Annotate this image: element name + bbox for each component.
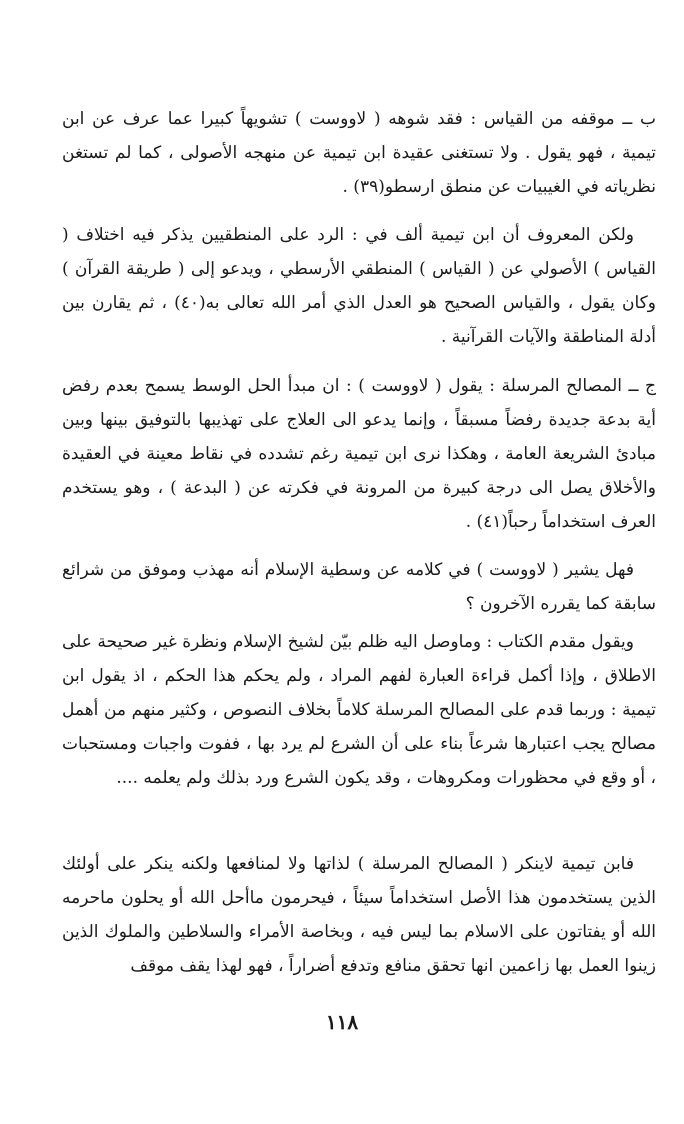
paragraph-ibn-taymiyya-position (62, 847, 656, 983)
paragraph-text: ج ــ المصالح المرسلة : يقول ( لاووست ) : ان مبدأ الحل الوسط يسمح بعدم رفض أية بدعة جديدة رفضاً مسبقاً ، وإنما يدعو الى العلاج على تهذيبها بالتوفيق بينها وبين مبادئ الشريعة العامة ، وهكذا نرى ابن تيمية رغم تشدده في نقاط معينة في العقيدة والأخلاق يصل الى درجة كبيرة من المرونة في فكرته عن ( البدعة ) ، وهو يستخدم العرف استخداماً رحباً(٤١) . (62, 376, 656, 532)
paragraph-book-introducer (62, 625, 656, 795)
paragraph-text: ب ــ موقفه من القياس : فقد شوهه ( لاووست ) تشويهاً كبيرا عما عرف عن ابن تيمية ، فهو يقول . ولا تستغنى عقيدة ابن تيمية عن منهجه الأصولى ، كما لم تستغن نظرياته في الغيبيات عن منطق ارسطو(٣٩) . (62, 109, 656, 197)
paragraph-text: ولكن المعروف أن ابن تيمية ألف في : الرد على المنطقيين يذكر فيه اختلاف ( القياس ) الأصولي عن ( القياس ) المنطقي الأرسطي ، ويدعو إلى ( طريقة القرآن ) وكان يقول ، والقياس الصحيح هو العدل الذي أمر الله تعالى به(٤٠) ، ثم يقارن بين أدلة المناطقة والآيات القرآنية . (62, 225, 656, 347)
paragraph-refutation-logicians (62, 218, 656, 354)
paragraph-text: فهل يشير ( لاووست ) في كلامه عن وسطية الإسلام أنه مهذب وموفق من شرائع سابقة كما يقرره الآخرون ؟ (62, 560, 656, 614)
paragraph-text: فابن تيمية لاينكر ( المصالح المرسلة ) لذاتها ولا لمنافعها ولكنه ينكر على أولئك الذين يستخدمون هذا الأصل استخداماً سيئاً ، فيحرمون ماأحل الله أو يحلون ماحرمه الله أو يفتاتون على الاسلام بما ليس فيه ، وبخاصة الأمراء والسلاطين والملوك الذين زينوا العمل بها زاعمين انها تحقق منافع وتدفع أضراراً ، فهو لهذا يقف موقف (62, 854, 656, 976)
paragraph-text: ويقول مقدم الكتاب : وماوصل اليه ظلم بيّن لشيخ الإسلام ونظرة غير صحيحة على الاطلاق ، وإذا أكمل قراءة العبارة لفهم المراد ، ولم يحكم هذا الحكم ، اذ يقول ابن تيمية : وربما قدم على المصالح المرسلة كلاماً بخلاف النصوص ، وكثير منهم من أهمل مصالح يجب اعتبارها شرعاً بناء على أن الشرع لم يرد بها ، ففوت واجبات ومستحبات ، أو وقع في محظورات ومكروهات ، وقد يكون الشرع ورد بذلك ولم يعلمه .... (62, 632, 656, 788)
paragraph-masalih-mursala (62, 369, 656, 539)
page-number: ١١٨ (325, 1010, 359, 1034)
paragraph-qiyas (62, 102, 656, 204)
paragraph-question (62, 553, 656, 621)
